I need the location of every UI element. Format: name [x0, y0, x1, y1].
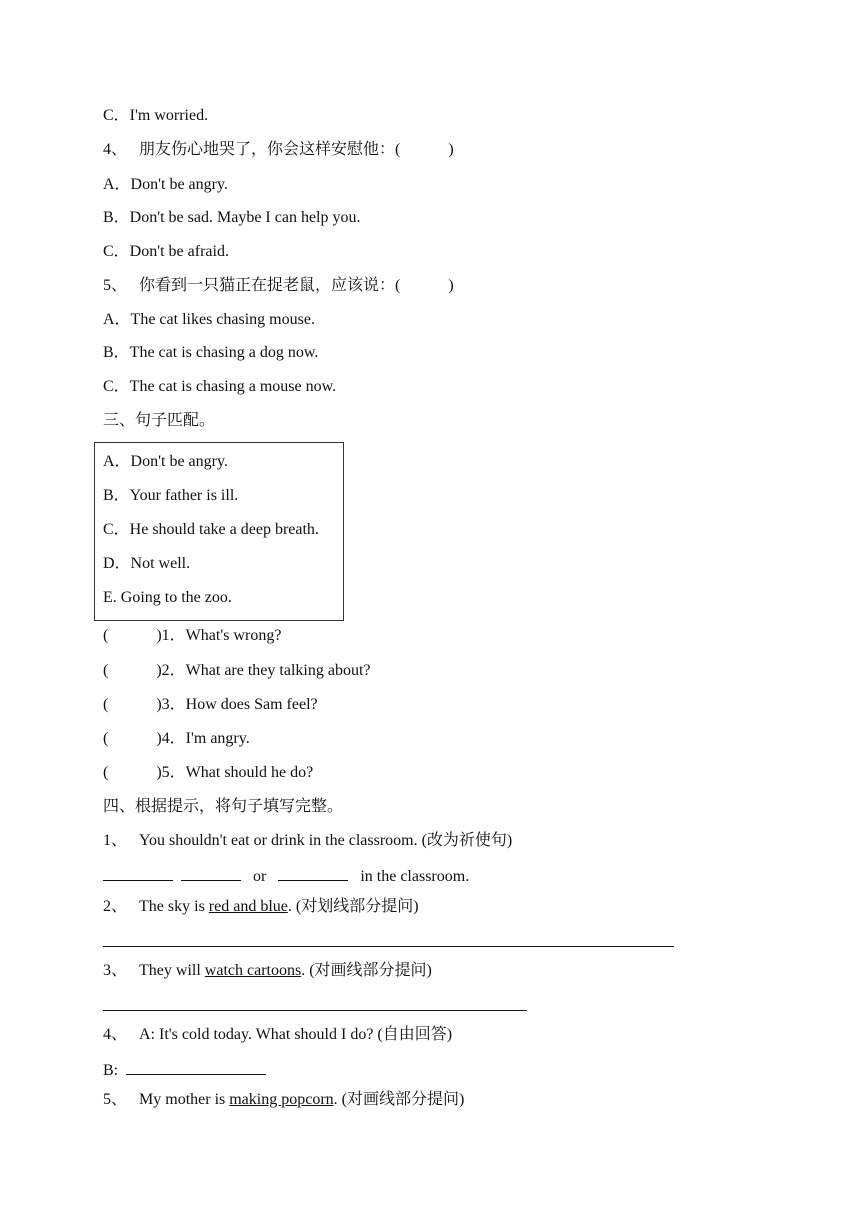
paren-open: (	[103, 696, 109, 713]
item-number: )1．	[156, 627, 186, 644]
question-pre: My mother is	[139, 1091, 230, 1108]
match-option-e: E. Going to the zoo.	[103, 589, 232, 606]
match-item-2	[103, 661, 370, 681]
option-c-q4: C．Don't be afraid.	[103, 243, 229, 260]
question-number: 2、	[103, 898, 128, 915]
question-post: . (对划线部分提问)	[287, 898, 419, 915]
option-c-q3: C．I'm worried.	[103, 107, 209, 124]
match-item-3	[103, 695, 318, 715]
match-option-a: A．Don't be angry.	[103, 453, 228, 470]
match-option-d: D．Not well.	[103, 555, 191, 572]
option-a-q4: A．Don't be angry.	[103, 176, 228, 193]
question-number: 5、	[103, 277, 128, 294]
question-number: 3、	[103, 962, 128, 979]
answer-line-3[interactable]	[103, 1010, 527, 1011]
question-number: 1、	[103, 832, 128, 849]
item-text: What should he do?	[185, 764, 314, 781]
fill-answer-4	[103, 1059, 266, 1081]
item-text: How does Sam feel?	[185, 696, 318, 713]
fill-question-4	[103, 1025, 452, 1045]
item-text: What's wrong?	[185, 627, 282, 644]
match-item-4	[103, 729, 250, 749]
option-c-q5: C．The cat is chasing a mouse now.	[103, 378, 337, 395]
underlined-phrase: red and blue	[208, 898, 288, 915]
question-post: . (对画线部分提问)	[333, 1091, 465, 1108]
answer-paren-close: )	[448, 277, 454, 294]
question-number: 4、	[103, 1026, 128, 1043]
fill-question-2	[103, 897, 419, 917]
item-number: )2．	[156, 662, 186, 679]
question-number: 5、	[103, 1091, 128, 1108]
question-text: 你看到一只猫正在捉老鼠，应该说：(	[139, 277, 401, 294]
item-text: I'm angry.	[185, 730, 250, 747]
fill-answer-1	[103, 865, 469, 887]
match-option-c: C．He should take a deep breath.	[103, 521, 319, 538]
question-post: . (对画线部分提问)	[301, 962, 432, 979]
question-text: 朋友伤心地哭了，你会这样安慰他：(	[139, 141, 401, 158]
paren-open: (	[103, 662, 109, 679]
section-4-heading: 四、根据提示，将句子填写完整。	[103, 798, 344, 815]
blank-1[interactable]	[103, 865, 173, 881]
answer-paren-close: )	[448, 141, 454, 158]
underlined-phrase: making popcorn	[229, 1091, 334, 1108]
blank-3[interactable]	[278, 865, 348, 881]
option-b-q4: B．Don't be sad. Maybe I can help you.	[103, 209, 361, 226]
b-label: B:	[103, 1062, 119, 1079]
blank-2[interactable]	[181, 865, 241, 881]
match-item-1	[103, 626, 281, 646]
match-item-5	[103, 763, 313, 783]
question-4	[103, 140, 454, 160]
answer-line-2[interactable]	[103, 946, 674, 947]
or-word: or	[253, 868, 267, 885]
fill-question-5	[103, 1090, 464, 1110]
question-text: A: It's cold today. What should I do? (自由回答)	[139, 1026, 453, 1043]
match-option-b: B．Your father is ill.	[103, 487, 239, 504]
item-number: )4．	[156, 730, 186, 747]
section-3-heading: 三、句子匹配。	[103, 412, 216, 429]
fill-question-3	[103, 961, 432, 981]
underlined-phrase: watch cartoons	[204, 962, 302, 979]
item-text: What are they talking about?	[185, 662, 371, 679]
question-5	[103, 276, 454, 296]
fill-question-1	[103, 831, 512, 851]
option-a-q5: A．The cat likes chasing mouse.	[103, 311, 315, 328]
question-number: 4、	[103, 141, 128, 158]
paren-open: (	[103, 764, 109, 781]
paren-open: (	[103, 627, 109, 644]
answer-tail: in the classroom.	[360, 868, 470, 885]
question-pre: They will	[139, 962, 205, 979]
item-number: )3．	[156, 696, 186, 713]
blank-answer-4[interactable]	[126, 1059, 266, 1075]
question-text: You shouldn't eat or drink in the classroom. (改为祈使句)	[139, 832, 513, 849]
item-number: )5．	[156, 764, 186, 781]
option-b-q5: B．The cat is chasing a dog now.	[103, 344, 319, 361]
question-pre: The sky is	[139, 898, 209, 915]
paren-open: (	[103, 730, 109, 747]
